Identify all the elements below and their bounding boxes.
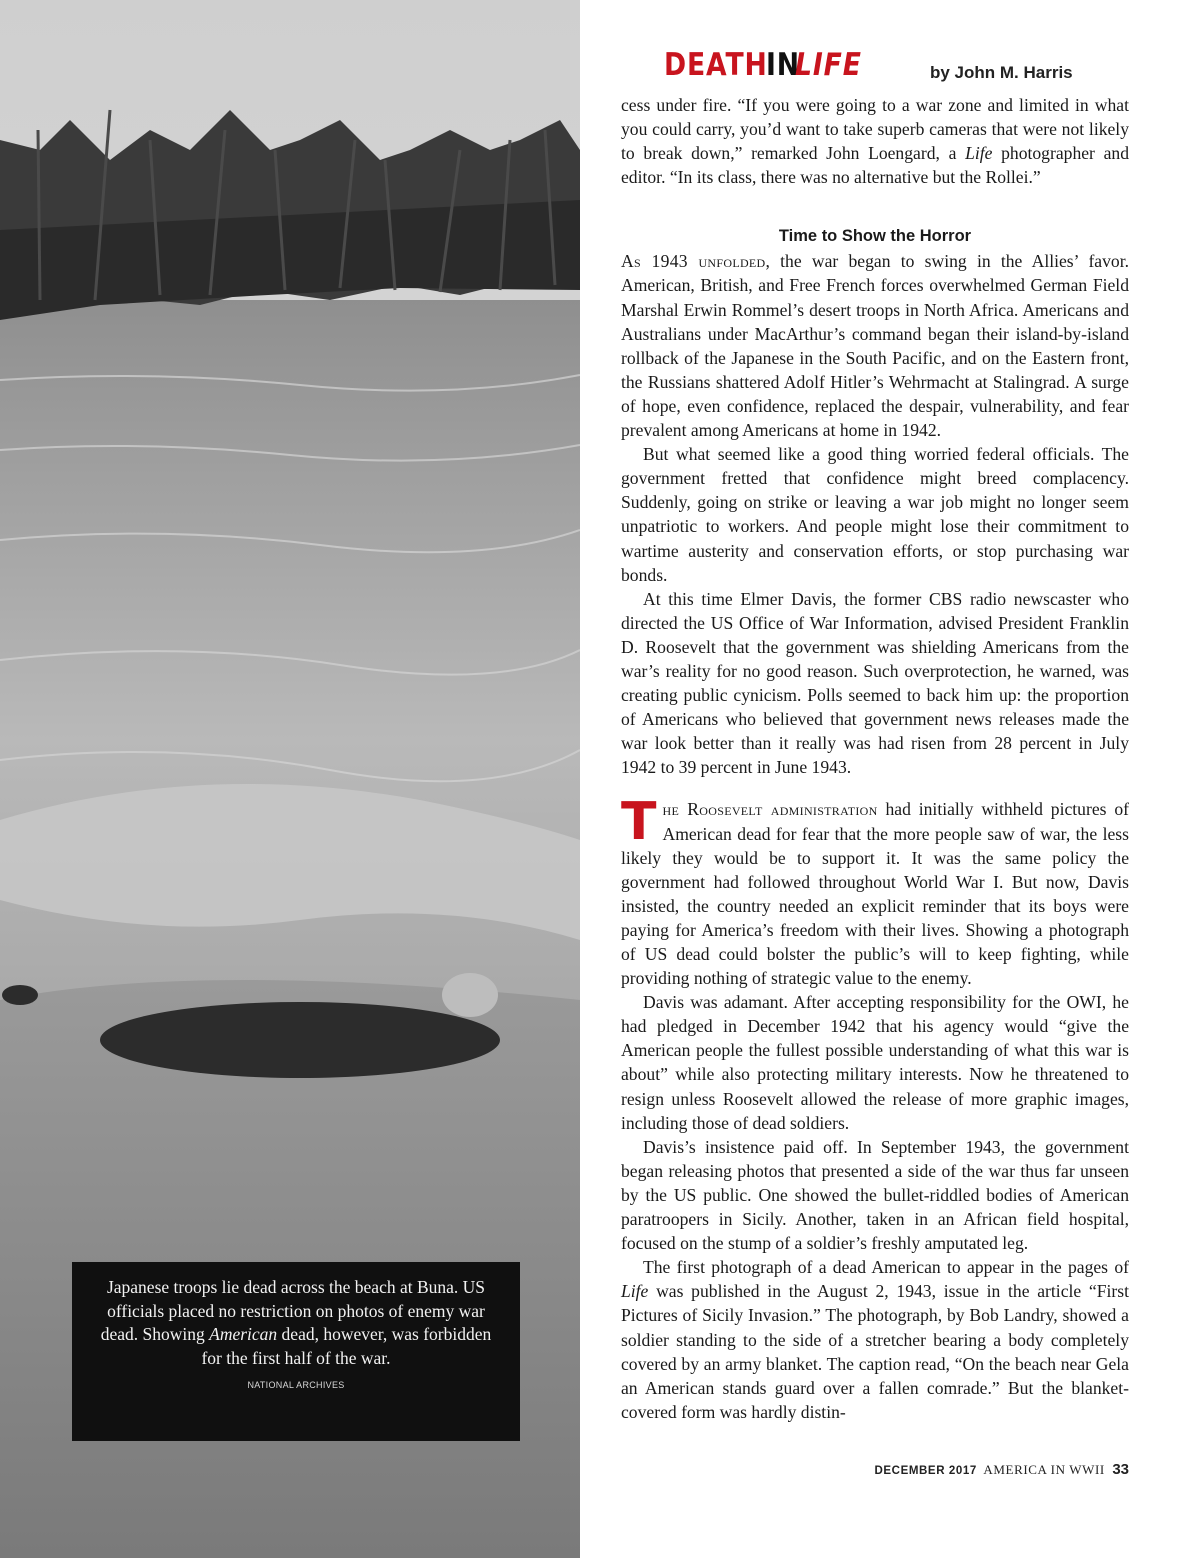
paragraph: At this time Elmer Davis, the former CBS radio newscaster who directed the US Office of War Information, advised President Franklin D. Roosevelt that the government was shielding Americans from the war’s reality for no good reason. Such overprotection, he warned, was creating public cynicism. Polls seemed to back him up: the proportion of Americans who believed that government news releases made the war look better than it really was had risen from 28 percent in July 1942 to 39 percent in June 1943.	[621, 588, 1129, 778]
page-number: 33	[1112, 1461, 1129, 1478]
byline: by John M. Harris	[930, 63, 1073, 82]
photo-caption: Japanese troops lie dead across the beach at Buna. US officials placed no restriction on photos of enemy war dead. Showing American dead, however, was forbidden for the first half of the war.	[100, 1277, 492, 1368]
beach-photograph	[0, 0, 580, 1558]
issue-date: DECEMBER 2017	[874, 1465, 977, 1477]
section-subhead: Time to Show the Horror	[778, 227, 972, 246]
photo-credit: NATIONAL ARCHIVES	[247, 1380, 345, 1390]
photo-caption-box	[72, 1262, 520, 1441]
magazine-name: AMERICA IN WWII	[983, 1462, 1105, 1477]
title-in: IN	[765, 47, 800, 83]
drop-cap: T	[621, 792, 657, 853]
article-body	[621, 93, 1129, 1424]
paragraph: The Roosevelt administration had initially withheld pictures of American dead for fear that the more people saw of war, the less likely they would be to support it. It was the same policy the government had followed throughout World War I. But now, Davis insisted, the country needed an explicit reminder that its boys were paying for America’s freedom with their lives. Showing a photograph of US dead could bolster the public’s will to keep fighting, while providing nothing of strategic value to the enemy.	[621, 792, 1129, 989]
paragraph: But what seemed like a good thing worried federal officials. The government fretted that confidence might breed complacency. Suddenly, going on strike or leaving a war job might no longer seem unpatriotic to workers. And people might lose their commitment to wartime austerity and conservation efforts, or stop purchasing war bonds.	[621, 444, 1129, 585]
page-footer	[875, 1461, 1130, 1479]
paragraph: As 1943 unfolded, the war began to swing in the Allies’ favor. American, British, and Free French forces overwhelmed German Field Marshal Erwin Rommel’s desert troops in North Africa. Americans and Australians under MacArthur’s command began their island-by-island rollback of the Japanese in the South Pacific, and on the Eastern front, the Russians shattered Adolf Hitler’s Wehrmacht at Stalingrad. A surge of hope, even confidence, replaced the despair, vulnerability, and fear prevalent among Americans at home in 1942.	[621, 251, 1129, 441]
paragraph: cess under fire. “If you were going to a war zone and limited in what you could carry, you’d want to take superb cameras that were not likely to break down,” remarked John Loengard, a Life photographer and editor. “In its class, there was no alternative but the Rollei.”	[621, 95, 1129, 188]
title-death: DEATH	[664, 47, 768, 83]
paragraph: Davis was adamant. After accepting responsibility for the OWI, he had pledged in December 1942 that his agency would “give the American people the fullest possible understanding of what this war is about” while also protecting military interests. Now he threatened to resign unless Roosevelt allowed the release of more graphic images, including those of dead soldiers.	[621, 992, 1129, 1133]
title-life: LIFE	[795, 47, 862, 83]
article-header	[664, 48, 1104, 88]
paragraph: The first photograph of a dead American to appear in the pages of Life was published in the August 2, 1943, issue in the article “First Pictures of Sicily Invasion.” The photograph, by Bob Landry, showed a soldier standing to the side of a stretcher bearing a body completely covered by an army blanket. The caption read, “On the beach near Gela an American stands guard over a fallen comrade.” But the blanket-covered form was hardly distin-	[621, 1257, 1129, 1422]
paragraph: Davis’s insistence paid off. In September 1943, the government began releasing photos that presented a side of the war thus far unseen by the US public. One showed the bullet-riddled bodies of American paratroopers in Sicily. Another, taken in an African field hospital, focused on the stump of a soldier’s freshly amputated leg.	[621, 1136, 1129, 1254]
